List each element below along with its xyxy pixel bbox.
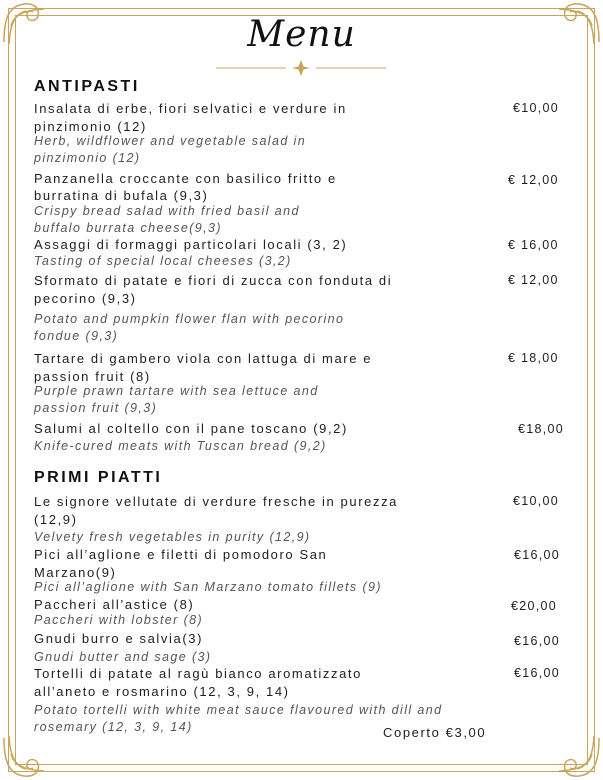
dish-name-italian: Salumi al coltello con il pane toscano (9,2) — [34, 421, 348, 436]
dish-name-italian: pecorino (9,3) — [34, 291, 137, 306]
dish-name-italian: Gnudi burro e salvia(3) — [34, 631, 204, 646]
dish-name-italian: pinzimonio (12) — [34, 119, 147, 134]
corner-flourish-icon — [0, 734, 46, 780]
dish-price: €10,00 — [513, 101, 560, 115]
dish-name-italian: all’aneto e rosmarino (12, 3, 9, 14) — [34, 684, 290, 699]
dish-price: € 16,00 — [508, 238, 559, 252]
dish-price: €16,00 — [514, 634, 561, 648]
dish-name-english: passion fruit (9,3) — [34, 401, 158, 415]
dish-name-english: Tasting of special local cheeses (3,2) — [34, 254, 292, 268]
title-divider-star-icon — [216, 58, 386, 78]
dish-name-italian: Tortelli di patate al ragù bianco aromatizzato — [34, 666, 362, 681]
dish-name-english: Potato tortelli with white meat sauce flavoured with dill and — [34, 703, 443, 717]
dish-price: €10,00 — [513, 494, 560, 508]
dish-name-english: Paccheri with lobster (8) — [34, 613, 204, 627]
dish-name-italian: Assaggi di formaggi particolari locali (3, 2) — [34, 237, 348, 252]
dish-price: € 12,00 — [508, 173, 559, 187]
dish-name-english: rosemary (12, 3, 9, 14) — [34, 720, 193, 734]
dish-name-italian: Tartare di gambero viola con lattuga di mare e — [34, 351, 373, 366]
dish-name-english: Purple prawn tartare with sea lettuce and — [34, 384, 319, 398]
dish-name-italian: Le signore vellutate di verdure fresche in purezza — [34, 494, 398, 509]
section-title-antipasti: ANTIPASTI — [34, 78, 140, 95]
dish-price: €18,00 — [518, 422, 565, 436]
cover-charge: Coperto €3,00 — [383, 725, 487, 740]
dish-price: €20,00 — [511, 599, 558, 613]
dish-name-italian: Marzano(9) — [34, 565, 117, 580]
dish-name-italian: Pici all’aglione e filetti di pomodoro San — [34, 547, 328, 562]
dish-name-italian: Paccheri all’astice (8) — [34, 597, 195, 612]
dish-name-english: pinzimonio (12) — [34, 151, 141, 165]
dish-name-english: Velvety fresh vegetables in purity (12,9) — [34, 530, 311, 544]
dish-name-english: Crispy bread salad with fried basil and — [34, 204, 300, 218]
section-title-primi-piatti: PRIMI PIATTI — [34, 469, 163, 486]
dish-name-italian: Sformato di patate e fiori di zucca con fonduta di — [34, 273, 393, 288]
dish-name-italian: passion fruit (8) — [34, 369, 151, 384]
dish-price: €16,00 — [514, 548, 561, 562]
dish-name-italian: burratina di bufala (9,3) — [34, 188, 209, 203]
dish-name-english: Herb, wildflower and vegetable salad in — [34, 134, 307, 148]
menu-title: Menu — [247, 14, 356, 55]
dish-name-english: Potato and pumpkin flower flan with pecorino — [34, 312, 345, 326]
dish-name-english: Pici all’aglione with San Marzano tomato fillets (9) — [34, 580, 382, 594]
dish-name-italian: Insalata di erbe, fiori selvatici e verdure in — [34, 101, 347, 116]
dish-name-english: Gnudi butter and sage (3) — [34, 650, 212, 664]
dish-price: €16,00 — [514, 666, 561, 680]
dish-name-italian: Panzanella croccante con basilico fritto e — [34, 171, 337, 186]
corner-flourish-icon — [557, 734, 603, 780]
dish-name-english: buffalo burrata cheese(9,3) — [34, 221, 222, 235]
dish-name-english: fondue (9,3) — [34, 329, 119, 343]
dish-price: € 12,00 — [508, 273, 559, 287]
dish-name-english: Knife-cured meats with Tuscan bread (9,2) — [34, 439, 327, 453]
dish-price: € 18,00 — [508, 351, 559, 365]
dish-name-italian: (12,9) — [34, 512, 78, 527]
